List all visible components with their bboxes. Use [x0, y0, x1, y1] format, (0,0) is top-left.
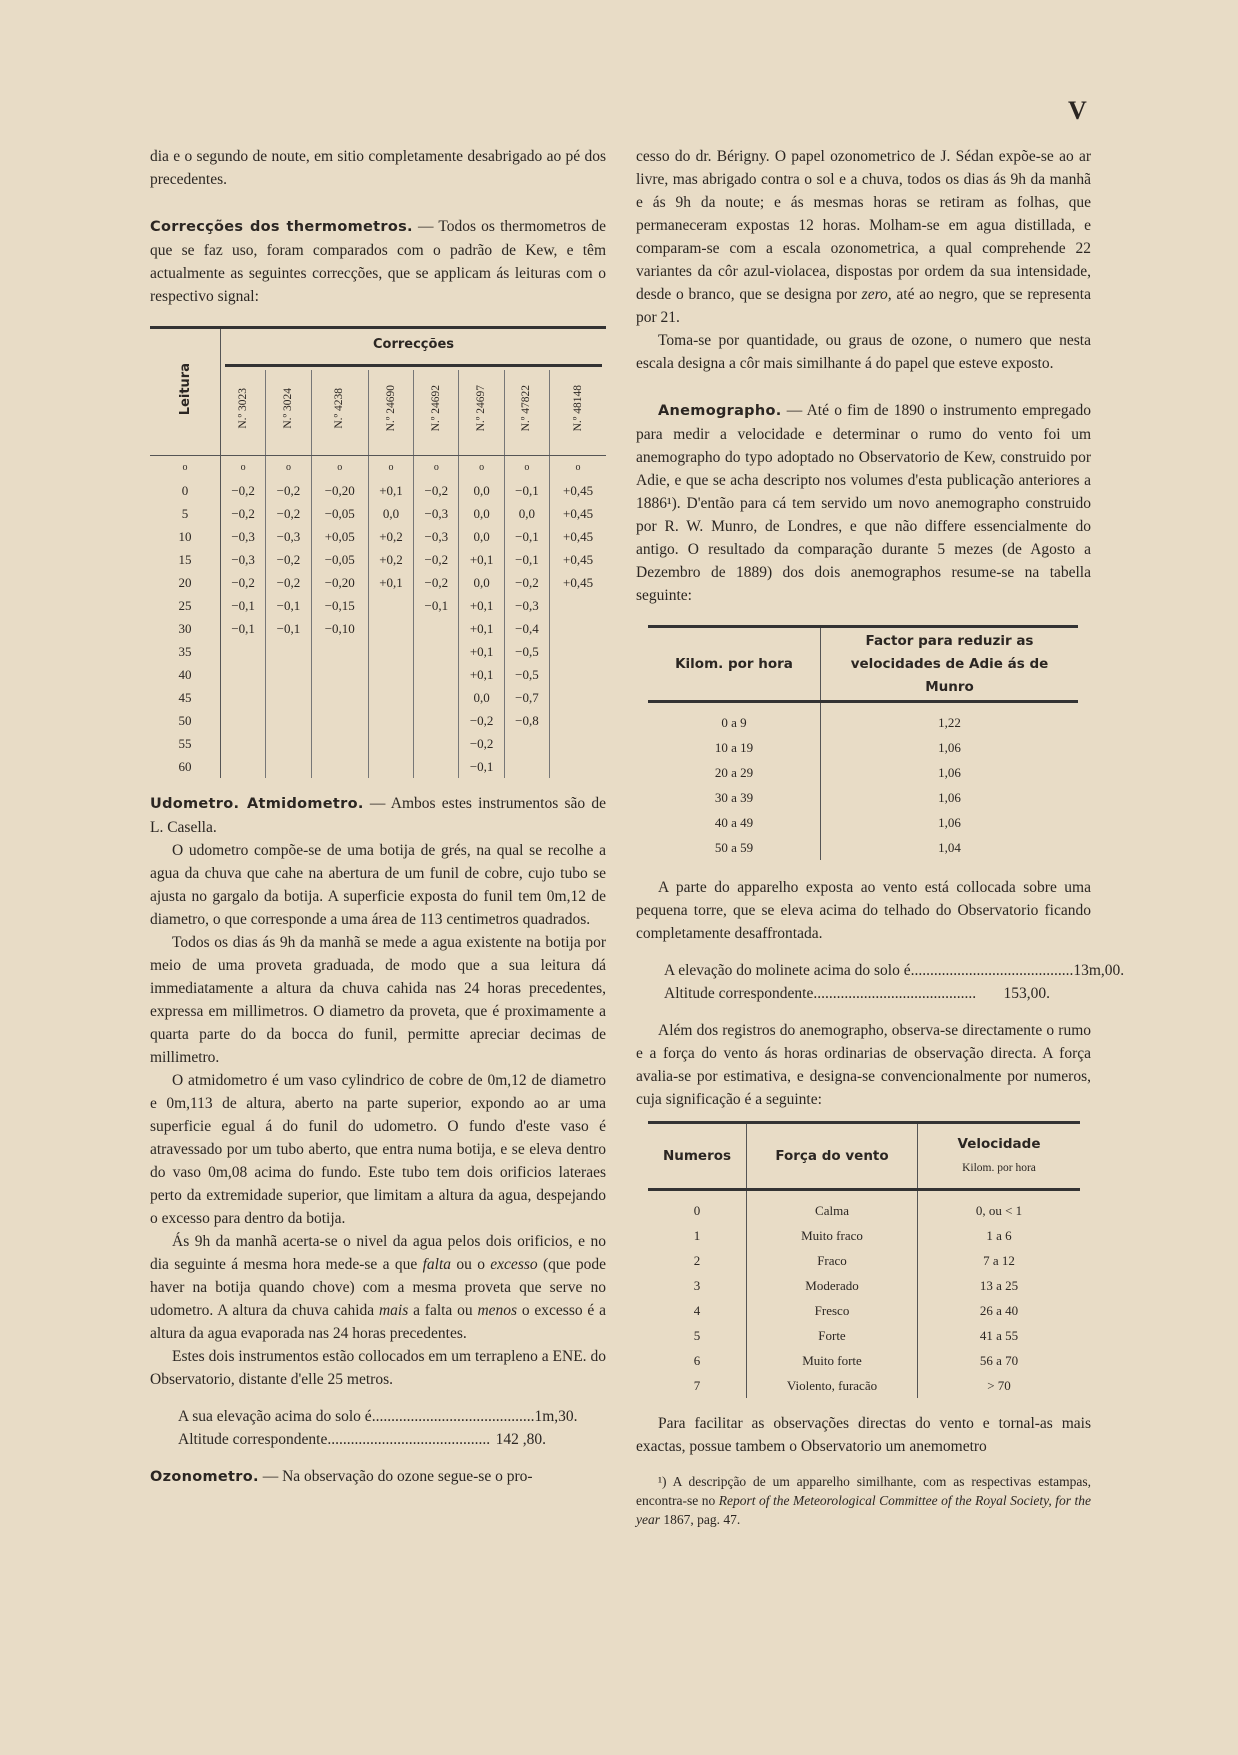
thermometer-col-header: N.º 4238 [311, 370, 368, 455]
kilom-cell: 20 a 29 [648, 760, 821, 785]
velocidade-cell: 56 a 70 [979, 1353, 1019, 1368]
correction-cell [368, 732, 413, 755]
molinete-label: A elevação do molinete acima do solo é [664, 962, 911, 979]
correction-cell [311, 709, 368, 732]
wind-force-table [648, 1121, 1080, 1398]
table-row [648, 702, 1078, 736]
correction-cell [414, 663, 459, 686]
elevation-label: A sua elevação acima do solo é [178, 1408, 372, 1425]
correction-cell [550, 594, 606, 617]
elevation-values: A sua elevação acima do solo é .......................................... 1m,30. Altitude correspondente .......................................... 142 ,80. [150, 1405, 546, 1451]
correction-cell: +0,1 [368, 479, 413, 502]
anemograph-factor-table [648, 625, 1078, 860]
correction-cell: +0,1 [459, 640, 504, 663]
correction-cell [266, 686, 311, 709]
thermometer-col-header: N.º 24697 [459, 370, 504, 455]
elevation-value: 1m,30. [534, 1408, 578, 1425]
correction-cell: −0,05 [311, 502, 368, 525]
factor-cell: 1,06 [938, 790, 961, 805]
correction-cell: +0,45 [562, 483, 594, 498]
correction-cell: −0,8 [504, 709, 549, 732]
paragraph-anemographo: Anemographo. — Até o fim de 1890 o instrumento empregado para medir a velocidade e determinar o rumo do vento foi um anemographo do typo adoptado no Observatorio de Kew, construido por Adie, e que se acha descripto nos volumes d'esta publicação anteriores a 1886¹). D'então para cá tem servido um novo anemographo construido por R. W. Munro, de Londres, e que não differe essencialmente do antigo. O resultado da comparação durante 5 mezes (de Agosto a Dezembro de 1889) dos dois anemographos resume-se na tabella seguinte: [636, 402, 1091, 604]
correction-cell: −0,7 [504, 686, 549, 709]
correction-cell [221, 663, 266, 686]
correction-cell: −0,2 [266, 479, 311, 502]
correction-cell: 0,0 [459, 686, 504, 709]
correction-cell: −0,2 [504, 571, 549, 594]
correction-cell: −0,3 [266, 525, 311, 548]
kilom-cell: 30 a 39 [648, 785, 821, 810]
correction-cell [368, 686, 413, 709]
correction-cell [311, 663, 368, 686]
correction-cell [311, 640, 368, 663]
factor-cell: 1,06 [938, 740, 961, 755]
numero-cell: 1 [648, 1223, 747, 1248]
velocidade-cell: 0, ou < 1 [975, 1203, 1023, 1218]
correction-cell [414, 709, 459, 732]
correction-cell: +0,2 [368, 548, 413, 571]
paragraph-udometro-intro: Udometro. Atmidometro. — Ambos estes instrumentos são de L. Casella. [150, 795, 606, 836]
correction-cell: −0,3 [414, 502, 459, 525]
leitura-cell: 0 [150, 479, 221, 502]
correction-cell: +0,45 [562, 529, 594, 544]
correction-cell: −0,2 [266, 502, 311, 525]
forca-cell: Calma [747, 1190, 918, 1224]
section-heading-thermometros: Correcções dos thermometros. [150, 219, 413, 235]
correction-cell: −0,1 [221, 617, 266, 640]
thermometer-col-header: N.º 3023 [221, 370, 266, 455]
velocidade-cell: 13 a 25 [979, 1278, 1019, 1293]
table-row [648, 760, 1078, 785]
leitura-cell: 60 [150, 755, 221, 778]
correction-cell [266, 640, 311, 663]
correction-cell [368, 755, 413, 778]
paragraph-udometro-2: Todos os dias ás 9h da manhã se mede a agua existente na botija por meio de uma proveta graduada, de modo que a sua leitura dá immediatamente a altura da chuva cahida nas 24 horas precedentes, expressa em millimetros. O diametro da proveta, que é proximamente a quarta parte do da bocca do funil, permitte apreciar decimas de millimetro. [150, 934, 606, 1066]
leitura-cell: 40 [150, 663, 221, 686]
table-row [648, 1248, 1080, 1273]
factor-cell: 1,06 [938, 765, 961, 780]
correction-cell: +0,1 [459, 594, 504, 617]
leitura-cell: 20 [150, 571, 221, 594]
paragraph-registros: Além dos registros do anemographo, observa-se directamente o rumo e a força do vento ás horas ordinarias de observação directa. A força avalia-se por estimativa, e designa-se convencionalmente por numeros, cuja significação é a seguinte: [636, 1022, 1091, 1108]
correction-cell [221, 709, 266, 732]
velocidade-cell: 1 a 6 [986, 1228, 1012, 1243]
table-row [648, 735, 1078, 760]
section-heading-ozonometro: Ozonometro. [150, 1469, 259, 1485]
force-col-velocidade: Velocidade Kilom. por hora [918, 1123, 1081, 1190]
correction-cell [311, 686, 368, 709]
thermometer-col-header: N.º 3024 [266, 370, 311, 455]
correction-cell [550, 663, 606, 686]
thermometros-text: — Todos os thermometros de que se faz uso, foram comparados com o padrão de Kew, e têm actualmente as seguintes correcções, que se applicam ás leituras com o respectivo signal: [150, 218, 606, 305]
correction-cell [550, 732, 606, 755]
table-row [648, 1273, 1080, 1298]
section-heading-udometro: Udometro. Atmidometro. [150, 796, 364, 812]
correction-cell: −0,2 [459, 732, 504, 755]
correction-cell: −0,15 [311, 594, 368, 617]
correction-cell [550, 755, 606, 778]
correction-cell [550, 617, 606, 640]
correction-cell: −0,2 [414, 479, 459, 502]
section-heading-anemographo: Anemographo. [658, 403, 782, 419]
correction-cell [414, 755, 459, 778]
correction-cell: −0,2 [221, 479, 266, 502]
numero-cell: 4 [648, 1298, 747, 1323]
correction-cell: −0,2 [414, 548, 459, 571]
correction-cell: +0,1 [459, 663, 504, 686]
leitura-cell: 45 [150, 686, 221, 709]
table-row [150, 571, 606, 594]
correction-cell: −0,1 [459, 755, 504, 778]
table-row [150, 755, 606, 778]
force-col-numeros: Numeros [648, 1123, 747, 1190]
kilom-cell: 50 a 59 [648, 835, 821, 860]
correction-cell: 0,0 [459, 502, 504, 525]
factor-col-kilom: Kilom. por hora [648, 627, 821, 702]
correction-cell: −0,20 [311, 479, 368, 502]
table-row [648, 1223, 1080, 1248]
leitura-cell: 5 [150, 502, 221, 525]
factor-col-factor: Factor para reduzir as velocidades de Adie ás de Munro [821, 627, 1079, 702]
correction-cell [504, 755, 549, 778]
correction-cell [266, 709, 311, 732]
table-row [648, 1373, 1080, 1398]
forca-cell: Fraco [747, 1248, 918, 1273]
correction-cell [368, 594, 413, 617]
correction-cell [221, 755, 266, 778]
factor-cell: 1,04 [938, 840, 961, 855]
leitura-cell: 50 [150, 709, 221, 732]
correction-cell [221, 640, 266, 663]
table-row [648, 1323, 1080, 1348]
leitura-cell: 25 [150, 594, 221, 617]
correction-cell [311, 732, 368, 755]
numero-cell: 0 [648, 1190, 747, 1224]
force-col-forca: Força do vento [747, 1123, 918, 1190]
correction-cell: −0,2 [459, 709, 504, 732]
paragraph-ozonometro-cont: cesso do dr. Bérigny. O papel ozonometrico de J. Sédan expõe-se ao ar livre, mas abrigado contra o sol e a chuva, todos os dias ás 9h da manhã e ás 9h da noute; e ás mesmas horas se retiram as folhas, que permaneceram expostas 12 horas. Molham-se em agua distillada, e comparam-se com a escala ozonometrica, a qual comprehende 22 variantes da côr azul-violacea, dispostas por ordem da sua intensidade, desde o branco, que se designa por zero, até ao negro, que se representa por 21. [636, 148, 1091, 326]
paragraph-desabrigado: dia e o segundo de noute, em sitio completamente desabrigado ao pé dos precedentes. [150, 148, 606, 188]
velocidade-cell: 26 a 40 [979, 1303, 1019, 1318]
correction-cell: −0,10 [311, 617, 368, 640]
altitude-anemo-value: 153,00. [1003, 985, 1050, 1002]
forca-cell: Forte [747, 1323, 918, 1348]
correction-cell [414, 640, 459, 663]
correction-cell: −0,3 [221, 548, 266, 571]
kilom-cell: 0 a 9 [648, 702, 821, 736]
numero-cell: 7 [648, 1373, 747, 1398]
left-column [150, 145, 606, 1489]
molinete-values: A elevação do molinete acima do solo é .......................................... 13m,00. Altitude correspondente .......................................... 153,00. [636, 959, 1050, 1005]
paragraph-facilitar: Para facilitar as observações directas do vento e tornal-as mais exactas, possue tambem o Observatorio um anemometro [636, 1415, 1091, 1455]
factor-cell: 1,06 [938, 815, 961, 830]
correction-cell [550, 686, 606, 709]
correction-cell: 0,0 [504, 502, 549, 525]
correction-cell: −0,4 [504, 617, 549, 640]
correction-cell [368, 709, 413, 732]
correction-cell: +0,2 [368, 525, 413, 548]
table-row [150, 686, 606, 709]
correction-cell: −0,3 [221, 525, 266, 548]
correction-cell: −0,20 [311, 571, 368, 594]
correction-cell: +0,1 [459, 617, 504, 640]
correction-cell [414, 732, 459, 755]
correction-cell: 0,0 [459, 479, 504, 502]
velocidade-cell: > 70 [987, 1378, 1011, 1393]
correction-cell [266, 755, 311, 778]
page-number: V [1068, 96, 1087, 125]
leitura-cell: 10 [150, 525, 221, 548]
numero-cell: 5 [648, 1323, 747, 1348]
forca-cell: Muito fraco [747, 1223, 918, 1248]
correction-cell: −0,05 [311, 548, 368, 571]
footnote: ¹) A descripção de um apparelho similhante, com as respectivas estampas, encontra-se no Report of the Meteorological Committee of the Royal Society, for the year 1867, pag. 47. [636, 1474, 1091, 1527]
correction-cell: −0,2 [266, 571, 311, 594]
correction-cell [414, 617, 459, 640]
table-row [150, 548, 606, 571]
paragraph-ozonometro: Ozonometro. — Na observação do ozone segue-se o pro- [150, 1468, 533, 1485]
kilom-cell: 10 a 19 [648, 735, 821, 760]
table-row [150, 663, 606, 686]
paragraph-atmidometro-medida: Ás 9h da manhã acerta-se o nivel da agua pelos dois orificios, e no dia seguinte á mesma hora mede-se a que falta ou o excesso (que pode haver na botija quando chove) com a mesma proveta que serve no udometro. A altura da chuva cahida mais a falta ou menos o excesso é a altura da agua evaporada nas 24 horas precedentes. [150, 1233, 607, 1342]
paragraph-atmidometro: O atmidometro é um vaso cylindrico de cobre de 0m,12 de diametro e 0m,113 de altura, aberto na parte superior, expondo ao ar uma superficie egual á do funil do udometro. O fundo d'este vaso é atravessado por um tubo aberto, que entra numa botija, e se eleva dentro do vaso 0m,08 acima do fundo. Este tubo tem dois orificios lateraes perto da extremidade superior, que limitam a altura da agua, despejando o excesso para dentro da botija. [150, 1072, 606, 1227]
correction-cell: −0,5 [504, 663, 549, 686]
table-row [648, 810, 1078, 835]
factor-cell: 1,22 [938, 715, 961, 730]
correction-cell: +0,45 [562, 575, 594, 590]
correction-cell [414, 686, 459, 709]
correction-cell [550, 640, 606, 663]
correction-cell: −0,1 [414, 594, 459, 617]
forca-cell: Muito forte [747, 1348, 918, 1373]
leitura-cell: 55 [150, 732, 221, 755]
correction-cell [311, 755, 368, 778]
correction-cell [266, 732, 311, 755]
correction-cell [221, 732, 266, 755]
correction-cell: −0,5 [504, 640, 549, 663]
correccoes-header: Correcções [221, 329, 607, 370]
thermometer-col-header: N.º 24692 [414, 370, 459, 455]
correction-cell: −0,1 [266, 594, 311, 617]
table-row [150, 594, 606, 617]
leitura-cell: 35 [150, 640, 221, 663]
table-row [150, 640, 606, 663]
velocidade-cell: 41 a 55 [979, 1328, 1019, 1343]
altitude-label: Altitude correspondente [178, 1431, 328, 1448]
numero-cell: 2 [648, 1248, 747, 1273]
table-row [648, 785, 1078, 810]
kilom-cell: 40 a 49 [648, 810, 821, 835]
paragraph-udometro-1: O udometro compõe-se de uma botija de grés, na qual se recolhe a agua da chuva que cahe na abertura de um funil de cobre, cujo tubo se ajusta no gargalo da botija. A superficie exposta do funil tem 0m,12 de diametro, o que corresponde a uma área de 113 centimetros quadrados. [150, 842, 606, 928]
table-row [648, 1298, 1080, 1323]
correction-cell: −0,3 [414, 525, 459, 548]
table-row [150, 502, 606, 525]
correction-cell: +0,45 [562, 506, 594, 521]
leitura-header: Leitura [150, 329, 221, 456]
forca-cell: Violento, furacão [747, 1373, 918, 1398]
correction-cell [504, 732, 549, 755]
correction-cell: −0,2 [266, 548, 311, 571]
correction-cell: +0,05 [311, 525, 368, 548]
correction-cell: +0,1 [368, 571, 413, 594]
correction-cell: −0,3 [504, 594, 549, 617]
correction-cell: −0,2 [414, 571, 459, 594]
table-row [150, 617, 606, 640]
forca-cell: Fresco [747, 1298, 918, 1323]
paragraph-terrapleno: Estes dois instrumentos estão collocados em um terrapleno a ENE. do Observatorio, distante d'elle 25 metros. [150, 1348, 606, 1388]
correction-cell: 0,0 [459, 571, 504, 594]
molinete-value: 13m,00. [1073, 962, 1125, 979]
correction-cell [368, 617, 413, 640]
table-row [648, 835, 1078, 860]
correction-cell [368, 640, 413, 663]
numero-cell: 3 [648, 1273, 747, 1298]
correction-cell: +0,1 [459, 548, 504, 571]
thermometer-col-header: N.º 48148 [550, 370, 606, 455]
velocidade-cell: 7 a 12 [983, 1253, 1015, 1268]
altitude-anemo-label: Altitude correspondente [664, 985, 814, 1002]
correction-cell: −0,1 [266, 617, 311, 640]
thermometer-col-header: N.º 47822 [504, 370, 549, 455]
correction-cell [368, 663, 413, 686]
table-row [648, 1190, 1080, 1224]
table-row [150, 709, 606, 732]
thermometer-col-header: N.º 24690 [368, 370, 413, 455]
correction-cell: −0,1 [504, 525, 549, 548]
table-row [648, 1348, 1080, 1373]
table-row [150, 525, 606, 548]
correction-cell [550, 709, 606, 732]
correction-cell: −0,1 [504, 548, 549, 571]
altitude-value: 142 ,80. [495, 1431, 546, 1448]
leitura-cell: 30 [150, 617, 221, 640]
correction-cell: 0,0 [459, 525, 504, 548]
correction-cell: 0,0 [368, 502, 413, 525]
right-column [636, 145, 1125, 1529]
forca-cell: Moderado [747, 1273, 918, 1298]
correction-cell: −0,1 [221, 594, 266, 617]
correction-cell [266, 663, 311, 686]
correction-cell [221, 686, 266, 709]
paragraph-thermometros [150, 215, 606, 308]
leitura-cell: 15 [150, 548, 221, 571]
paragraph-torre: A parte do apparelho exposta ao vento está collocada sobre uma pequena torre, que se eleva acima do telhado do Observatorio ficando completamente desaffrontada. [636, 879, 1091, 942]
paragraph-graus-ozone: Toma-se por quantidade, ou graus de ozone, o numero que nesta escala designa a côr mais similhante á do papel que esteve exposto. [636, 332, 1091, 372]
numero-cell: 6 [648, 1348, 747, 1373]
correction-cell: +0,45 [562, 552, 594, 567]
correction-cell: −0,2 [221, 502, 266, 525]
table-row [150, 479, 606, 502]
correction-cell: −0,1 [504, 479, 549, 502]
correction-cell: −0,2 [221, 571, 266, 594]
table-row [150, 732, 606, 755]
thermometer-corrections-table: Leitura Correcções N.º 3023 N.º 3024 N.º 4238 N.º 24690 N.º 24692 N.º 24697 N.º 47822 N.º 48148 o o o o o o o o o 0 −0,2 −0,2 −0,20 +0,1 −0,2 0,0 −0,1 +0,45 5 −0,2 −0,2 −0,05 0,0 −0,3 0,0 0,0 +0,45 10 −0,3 −0,3 +0,05 +0,2 −0,3 0,0 −0,1 +0,45 15 −0,3 −0,2 −0,05 +0,2 −0,2 +0,1 −0,1 +0,45 20 −0,2 −0,2 −0,20 +0,1 −0,2 0,0 −0,2 +0,45 25 −0,1 −0,1 −0,15 −0,1 +0,1 −0,3 30 −0,1 −0,1 −0,10 +0,1 −0,4 35 +0,1 −0,5 40 +0,1 −0,5 45 0,0 −0,7 50 −0,2 −0,8 55 −0,2 60 −0,1 [150, 326, 606, 778]
